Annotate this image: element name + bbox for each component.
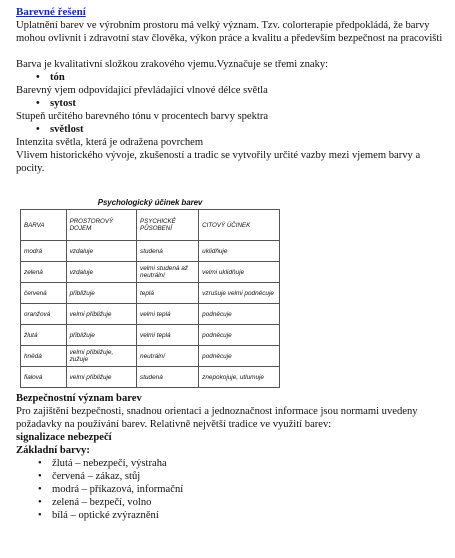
cell: hnědá [21, 346, 67, 367]
cell: vzrušuje velmi podněcuje [199, 283, 280, 304]
table-row [21, 367, 280, 388]
psychology-table [20, 209, 280, 388]
cell: studená [137, 367, 199, 388]
cell: vzdaluje [66, 241, 136, 262]
historie-paragraph: Vlivem historického vývoje, zkušeností a tradic se vytvořily určité vazby mezi vjemem barvy a pocity. [16, 150, 421, 174]
cell: oranžová [21, 304, 67, 325]
znak-term: • tón [16, 71, 446, 84]
cell: podněcuje [199, 304, 280, 325]
vjem-intro: Barva je kvalitativní složkou zrakového vjemu.Vyznačuje se třemi znaky: [16, 59, 329, 70]
basic-colors-list [16, 457, 446, 522]
list-item: • červená – zákaz, stůj [16, 470, 446, 483]
header-cell: BARVA [21, 210, 67, 241]
cell: velmi studená až neutrální [137, 262, 199, 283]
cell: studená [137, 241, 199, 262]
table-header-row [21, 210, 280, 241]
cell: velmi uklidňuje [199, 262, 280, 283]
section-heading: Barevné řešení [16, 6, 86, 18]
cell: uklidňuje [199, 241, 280, 262]
cell: přibližuje [66, 283, 136, 304]
list-item: • modrá – příkazová, informační [16, 483, 446, 496]
cell: velmi přibližuje, zužuje [66, 346, 136, 367]
list-item: • žlutá – nebezpečí, výstraha [16, 457, 446, 470]
safety-section [16, 392, 446, 522]
znaky-list [16, 71, 446, 149]
znak-desc: Stupeň určitého barevného tónu v procentech barvy spektra [16, 111, 269, 122]
document-top [16, 6, 446, 175]
cell: modrá [21, 241, 67, 262]
header-cell: PROSTOROVÝ DOJEM [66, 210, 136, 241]
cell: velmi přibližuje [66, 304, 136, 325]
basic-colors-label: Základní barvy: [16, 445, 90, 456]
cell: velmi přibližuje [66, 367, 136, 388]
znak-term: • světlost [16, 123, 446, 136]
cell: vzdaluje [66, 262, 136, 283]
header-cell: CITOVÝ ÚČINEK [199, 210, 280, 241]
cell: podněcuje [199, 325, 280, 346]
cell: červená [21, 283, 67, 304]
table-row [21, 283, 280, 304]
cell: neutrální [137, 346, 199, 367]
cell: velmi teplá [137, 325, 199, 346]
znak-desc: Intenzita světla, která je odražena povrchem [16, 137, 204, 148]
table-row [21, 304, 280, 325]
cell: znepokojuje, utlumuje [199, 367, 280, 388]
table-row [21, 346, 280, 367]
cell: zelená [21, 262, 67, 283]
cell: podněcuje [199, 346, 280, 367]
table-title: Psychologický účinek barev [97, 198, 203, 207]
cell: velmi teplá [137, 304, 199, 325]
psychology-table-figure [20, 196, 280, 381]
signal-label: signalizace nebezpečí [16, 432, 112, 443]
list-item: • zelená – bezpečí, volno [16, 496, 446, 509]
znak-desc: Barevný vjem odpovídající převládající vlnové délce světla [16, 85, 268, 96]
cell: žlutá [21, 325, 67, 346]
safety-heading: Bezpečnostní význam barev [16, 393, 142, 404]
safety-paragraph: Pro zajištění bezpečnosti, snadnou orientaci a jednoznačnost informace jsou normami uvedeny požadavky na používání barev. Relativně největší tradice ve využití barev: [16, 406, 418, 430]
intro-paragraph: Uplatnění barev ve výrobním prostoru má velký význam. Tzv. colorterapie předpokládá, že barvy mohou ovlivnit i zdravotní stav člověka, výkon práce a kvalitu a především bezpečnost na pracovišti [16, 20, 443, 44]
cell: přibližuje [66, 325, 136, 346]
table-row [21, 325, 280, 346]
list-item: • bílá – optické zvýraznění [16, 509, 446, 522]
cell: fialová [21, 367, 67, 388]
table-row [21, 241, 280, 262]
znak-term: • sytost [16, 97, 446, 110]
cell: teplá [137, 283, 199, 304]
header-cell: PSYCHICKÉ PŮSOBENÍ [137, 210, 199, 241]
table-row [21, 262, 280, 283]
